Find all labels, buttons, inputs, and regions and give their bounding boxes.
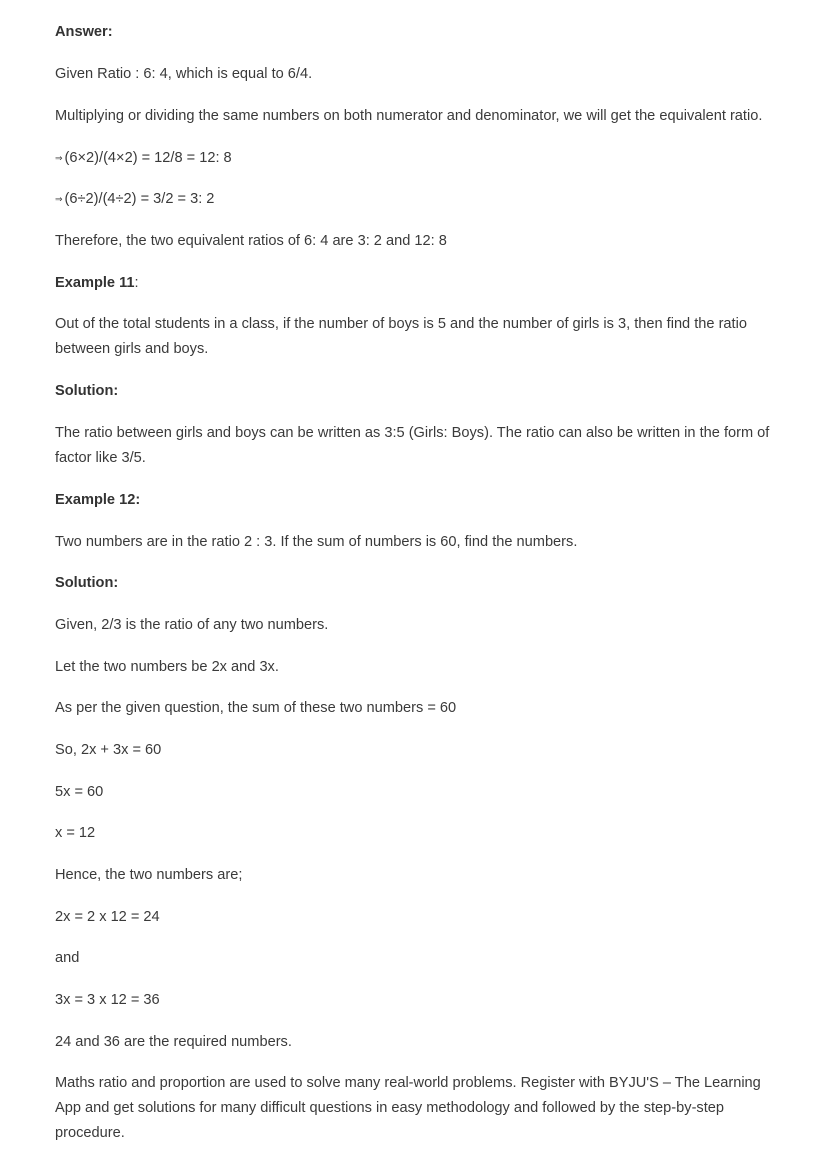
conclusion-text: Therefore, the two equivalent ratios of 6: 4 are 3: 2 and 12: 8 [55, 233, 447, 249]
solution-step: So, 2x + 3x = 60 [55, 742, 162, 758]
solution-step: 5x = 60 [55, 784, 104, 800]
example-11-title: Example 11 [55, 275, 135, 291]
solution-step: 3x = 3 x 12 = 36 [55, 992, 160, 1008]
example-12-solution-heading: Solution: [55, 575, 119, 591]
solution-step: 24 and 36 are the required numbers. [55, 1034, 292, 1050]
example-11-question: Out of the total students in a class, if the number of boys is 5 and the number of girls is 3, then find the ratio between girls and boys. [55, 316, 747, 357]
solution-step: and [55, 950, 80, 966]
example-11-heading [55, 271, 788, 296]
solution-step: Let the two numbers be 2x and 3x. [55, 659, 279, 675]
closing-paragraph: Maths ratio and proportion are used to solve many real-world problems. Register with BYJU'S – The Learning App and get solutions for many difficult questions in easy methodology and followed by the step-by-step procedure. [55, 1075, 761, 1141]
step-divide [55, 187, 788, 212]
example-11-solution-heading: Solution: [55, 383, 119, 399]
example-11-solution: The ratio between girls and boys can be written as 3:5 (Girls: Boys). The ratio can also be written in the form of factor like 3/5. [55, 425, 770, 466]
solution-step: Given, 2/3 is the ratio of any two numbers. [55, 617, 329, 633]
solution-step: x = 12 [55, 825, 96, 841]
step-multiply [55, 146, 788, 171]
example-11-colon: : [134, 275, 139, 291]
solution-step: Hence, the two numbers are; [55, 867, 243, 883]
given-ratio-text: Given Ratio : 6: 4, which is equal to 6/4. [55, 66, 313, 82]
step-multiply-text: (6×2)/(4×2) = 12/8 = 12: 8 [64, 150, 232, 166]
implies-arrow-icon: ⇒ [55, 194, 63, 204]
solution-step: 2x = 2 x 12 = 24 [55, 909, 160, 925]
implies-arrow-icon: ⇒ [55, 153, 63, 163]
answer-heading: Answer: [55, 24, 113, 40]
step-divide-text: (6÷2)/(4÷2) = 3/2 = 3: 2 [64, 191, 215, 207]
equivalent-rule-text: Multiplying or dividing the same numbers on both numerator and denominator, we will get the equivalent ratio. [55, 108, 763, 124]
solution-step: As per the given question, the sum of these two numbers = 60 [55, 700, 457, 716]
example-12-question: Two numbers are in the ratio 2 : 3. If the sum of numbers is 60, find the numbers. [55, 534, 578, 550]
example-12-heading: Example 12: [55, 492, 141, 508]
